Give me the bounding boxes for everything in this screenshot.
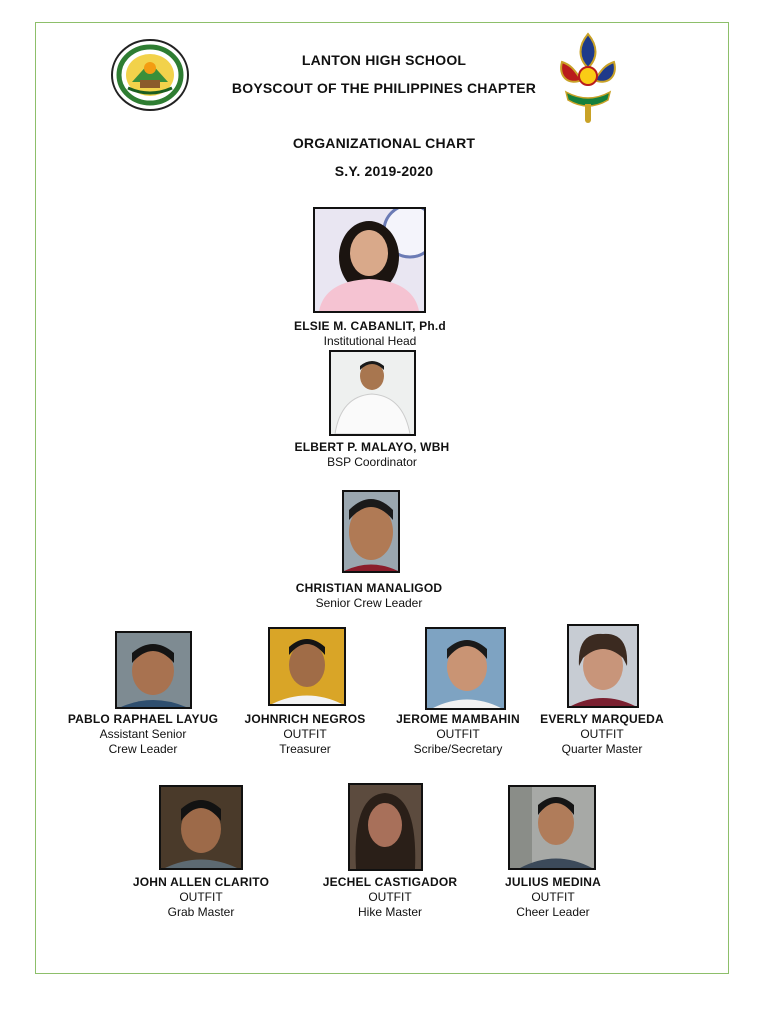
member-photo [425, 627, 506, 710]
member-photo [159, 785, 243, 870]
chapter-name: BOYSCOUT OF THE PHILIPPINES CHAPTER [231, 80, 537, 96]
member-position: Hike Master [357, 905, 422, 919]
member-name: JECHEL CASTIGADOR [322, 875, 458, 889]
member-photo [508, 785, 596, 870]
member-name: CHRISTIAN MANALIGOD [295, 581, 443, 595]
member-name: JOHN ALLEN CLARITO [132, 875, 270, 889]
member-photo [268, 627, 346, 706]
member-name: JOHNRICH NEGROS [244, 712, 366, 726]
school-seal-logo [110, 38, 190, 112]
member-role: OUTFIT [580, 727, 624, 741]
member-role: Assistant Senior [99, 727, 187, 741]
member-name: ELSIE M. CABANLIT, Ph.d [294, 319, 446, 333]
school-name: LANTON HIGH SCHOOL [301, 52, 467, 68]
chart-title: ORGANIZATIONAL CHART [292, 135, 476, 151]
member-name: ELBERT P. MALAYO, WBH [294, 440, 450, 454]
member-role: OUTFIT [531, 890, 575, 904]
member-name: JULIUS MEDINA [505, 875, 601, 889]
member-role: Senior Crew Leader [315, 596, 423, 610]
member-role: OUTFIT [436, 727, 480, 741]
bsp-fleur-de-lis-logo [556, 32, 620, 124]
member-role: OUTFIT [368, 890, 412, 904]
member-role: BSP Coordinator [327, 455, 417, 469]
member-photo [342, 490, 400, 573]
member-position: Treasurer [279, 742, 331, 756]
member-position: Cheer Leader [516, 905, 590, 919]
member-position: Crew Leader [108, 742, 178, 756]
member-photo [313, 207, 426, 313]
member-photo [348, 783, 423, 871]
member-name: PABLO RAPHAEL LAYUG [67, 712, 219, 726]
member-role: Institutional Head [323, 334, 417, 348]
member-photo [567, 624, 639, 708]
member-name: JEROME MAMBAHIN [396, 712, 520, 726]
member-photo [115, 631, 192, 709]
member-name: EVERLY MARQUEDA [540, 712, 664, 726]
member-role: OUTFIT [179, 890, 223, 904]
member-position: Grab Master [167, 905, 235, 919]
member-position: Scribe/Secretary [413, 742, 503, 756]
member-role: OUTFIT [283, 727, 327, 741]
school-year: S.Y. 2019-2020 [334, 163, 434, 179]
member-photo [329, 350, 416, 436]
member-position: Quarter Master [561, 742, 643, 756]
